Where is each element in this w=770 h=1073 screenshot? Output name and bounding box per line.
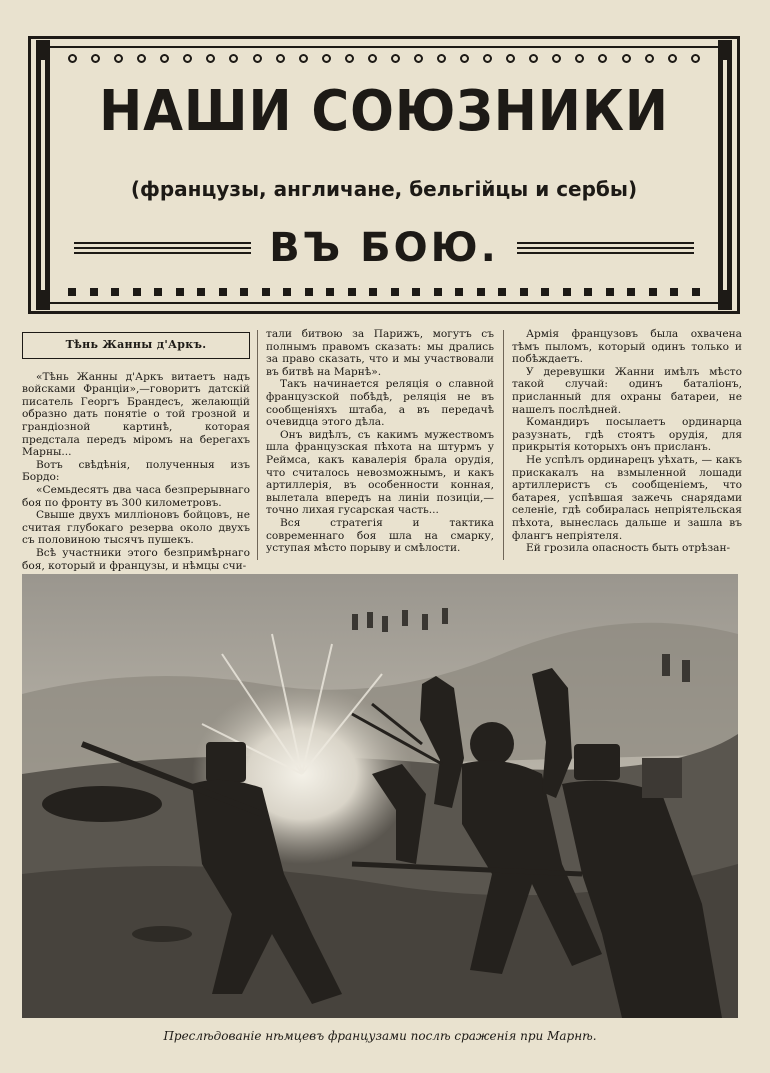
masthead-title: НАШИ СОЮЗНИКИ: [99, 79, 669, 144]
bottom-square-border: [68, 286, 700, 298]
border-square-ornament: [197, 288, 205, 296]
paragraph: Армія французовъ была охвачена тѣмъ пыломъ, который одинъ только и побѣждаетъ.: [512, 328, 742, 366]
border-square-ornament: [563, 288, 571, 296]
border-square-ornament: [520, 288, 528, 296]
border-square-ornament: [133, 288, 141, 296]
border-square-ornament: [154, 288, 162, 296]
border-dot-ornament: [437, 54, 446, 63]
border-dot-ornament: [253, 54, 262, 63]
border-square-ornament: [111, 288, 119, 296]
article-column-2: [266, 328, 494, 555]
article-column-3: [512, 328, 742, 555]
border-dot-ornament: [183, 54, 192, 63]
masthead: [28, 36, 740, 314]
border-dot-ornament: [137, 54, 146, 63]
illustration-caption: Преслѣдованіе нѣмцевъ французами послѣ сраженія при Марнѣ.: [163, 1029, 597, 1043]
border-square-ornament: [90, 288, 98, 296]
border-dot-ornament: [299, 54, 308, 63]
paragraph: Командиръ посылаетъ ординарца разузнать, гдѣ стоятъ орудія, для прикрытія которыхъ онъ присланъ.: [512, 416, 742, 454]
border-dot-ornament: [368, 54, 377, 63]
in-battle-row: [74, 222, 694, 274]
border-dot-ornament: [483, 54, 492, 63]
border-square-ornament: [606, 288, 614, 296]
paragraph: Свыше двухъ милліоновъ бойцовъ, не считая глубокаго резерва около двухъ съ половиною тысячъ пушекъ.: [22, 509, 250, 547]
border-square-ornament: [369, 288, 377, 296]
border-dot-ornament: [598, 54, 607, 63]
paragraph: У деревушки Жанни имѣлъ мѣсто такой случай: одинъ баталіонъ, присланный для охраны батареи, не нашелъ послѣдней.: [512, 365, 742, 416]
border-square-ornament: [584, 288, 592, 296]
border-square-ornament: [391, 288, 399, 296]
masthead-subtitle: (французы, англичане, бельгійцы и сербы): [130, 177, 638, 201]
left-pillar-ornament: [36, 40, 50, 310]
border-dot-ornament: [160, 54, 169, 63]
border-square-ornament: [412, 288, 420, 296]
border-dot-ornament: [322, 54, 331, 63]
border-square-ornament: [670, 288, 678, 296]
in-battle-text: ВЪ БОЮ.: [269, 225, 499, 271]
right-triple-rule: [517, 242, 694, 254]
border-square-ornament: [326, 288, 334, 296]
paragraph: тали битвою за Парижъ, могутъ съ полнымъ правомъ сказать: мы дрались за право сказать, что и мы участвовали въ битвѣ на Марнѣ».: [266, 328, 494, 378]
article-heading: Тѣнь Жанны д'Аркъ.: [22, 332, 250, 359]
border-dot-ornament: [691, 54, 700, 63]
border-dot-ornament: [114, 54, 123, 63]
border-square-ornament: [283, 288, 291, 296]
border-square-ornament: [627, 288, 635, 296]
border-dot-ornament: [345, 54, 354, 63]
paragraph: Всѣ участники этого безпримѣрнаго боя, который и французы, и нѣмцы счи-: [22, 546, 250, 572]
border-square-ornament: [262, 288, 270, 296]
border-dot-ornament: [506, 54, 515, 63]
border-square-ornament: [434, 288, 442, 296]
battle-illustration: [22, 574, 738, 1018]
column-divider: [257, 330, 258, 560]
paragraph: «Тѣнь Жанны д'Аркъ витаетъ надъ войсками Франціи»,—говоритъ датскій писатель Георгъ Брандесъ, желающій образно дать понятіе о той грозной и грандіозной картинѣ, которая предстала передъ міромъ на берегахъ Марны...: [22, 370, 250, 459]
column-divider: [503, 330, 504, 560]
border-square-ornament: [498, 288, 506, 296]
border-dot-ornament: [529, 54, 538, 63]
border-dot-ornament: [414, 54, 423, 63]
border-dot-ornament: [460, 54, 469, 63]
paragraph: «Семьдесятъ два часа безпрерывнаго боя по фронту въ 300 километровъ.: [22, 483, 250, 509]
border-square-ornament: [348, 288, 356, 296]
border-dot-ornament: [575, 54, 584, 63]
border-square-ornament: [692, 288, 700, 296]
border-dot-ornament: [276, 54, 285, 63]
border-square-ornament: [240, 288, 248, 296]
border-square-ornament: [68, 288, 76, 296]
border-dot-ornament: [391, 54, 400, 63]
border-square-ornament: [477, 288, 485, 296]
border-square-ornament: [455, 288, 463, 296]
paragraph: Онъ видѣлъ, съ какимъ мужествомъ шла французская пѣхота на штурмъ у Реймса, какъ кавалерія брала орудія, что считалось невозможнымъ, и какъ артиллерія, въ особенности конная, вылетала впередъ на линіи позиціи,—точно лихая гусарская часть...: [266, 428, 494, 517]
paragraph: Вся стратегія и тактика современнаго боя шла на смарку, уступая мѣсто порыву и смѣлости.: [266, 516, 494, 555]
border-square-ornament: [649, 288, 657, 296]
paragraph: Не успѣлъ ординарецъ уѣхать, — какъ прискакалъ на взмыленной лошади артиллеристъ съ сообщеніемъ, что батарея, успѣвшая зажечь снарядами селеніе, гдѣ собиралась непріятельская пѣхота, вынеслась дальше и зашла въ флангъ непріятеля.: [512, 453, 742, 542]
border-square-ornament: [176, 288, 184, 296]
battle-scene-drawing: [22, 574, 738, 1018]
border-square-ornament: [541, 288, 549, 296]
border-dot-ornament: [645, 54, 654, 63]
top-dot-border: [68, 52, 700, 64]
paragraph: Ей грозила опасность быть отрѣзан-: [526, 542, 731, 555]
border-dot-ornament: [552, 54, 561, 63]
border-dot-ornament: [229, 54, 238, 63]
border-dot-ornament: [668, 54, 677, 63]
border-square-ornament: [305, 288, 313, 296]
article-column-1: [22, 328, 250, 572]
right-pillar-ornament: [718, 40, 732, 310]
paragraph: Вотъ свѣдѣнія, полученныя изъ Бордо:: [22, 458, 250, 484]
paragraph: Такъ начинается реляція о славной французской побѣдѣ, реляція не въ сообщеніяхъ штаба, а въ передачѣ очевидца этого дѣла.: [266, 378, 494, 429]
border-dot-ornament: [91, 54, 100, 63]
border-dot-ornament: [206, 54, 215, 63]
border-dot-ornament: [68, 54, 77, 63]
border-square-ornament: [219, 288, 227, 296]
left-triple-rule: [74, 242, 251, 254]
border-dot-ornament: [622, 54, 631, 63]
